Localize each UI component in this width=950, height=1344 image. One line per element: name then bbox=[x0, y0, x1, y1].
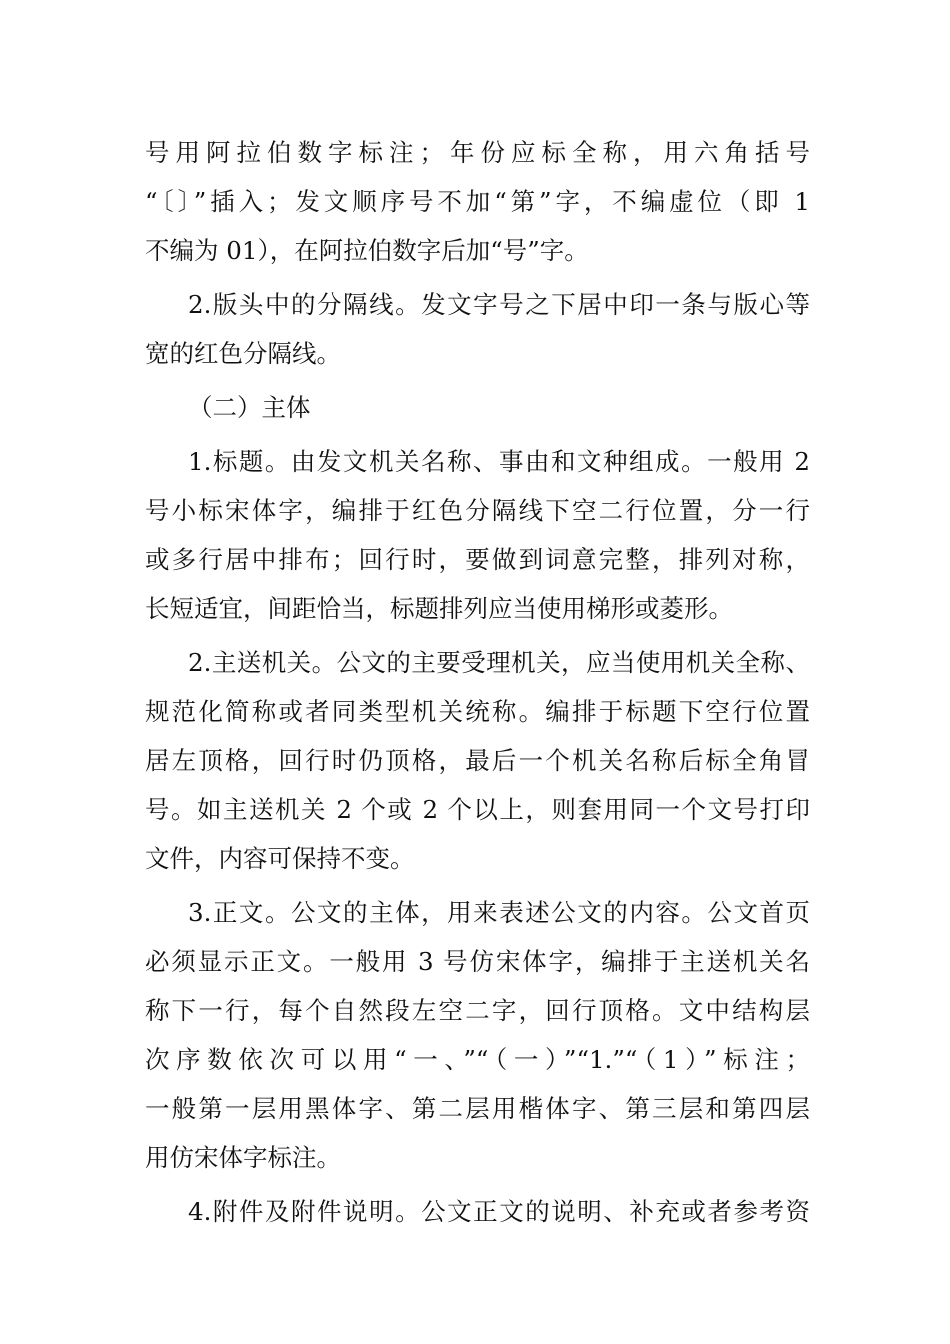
paragraph-doc-number-rules bbox=[145, 128, 810, 275]
text-line: 或多行居中排布；回行时，要做到词意完整，排列对称， bbox=[145, 545, 810, 574]
text-line: 号小标宋体字，编排于红色分隔线下空二行位置，分一行 bbox=[145, 496, 810, 525]
text-line: 规范化简称或者同类型机关统称。编排于标题下空行位置 bbox=[145, 697, 810, 726]
text-line: 次序数依次可以用“一、”“（一）”“1.”“（1）”标注； bbox=[145, 1045, 810, 1074]
paragraph-main-text bbox=[145, 888, 810, 1182]
text-line: 称下一行，每个自然段左空二字，回行顶格。文中结构层 bbox=[145, 996, 810, 1025]
text-line: 文件，内容可保持不变。 bbox=[145, 844, 415, 873]
heading-text: （二）主体 bbox=[188, 393, 311, 422]
paragraph-separator-line bbox=[145, 280, 810, 378]
text-line: 一般第一层用黑体字、第二层用楷体字、第三层和第四层 bbox=[145, 1094, 810, 1123]
paragraph-recipient bbox=[145, 638, 810, 883]
text-line: 长短适宜，间距恰当，标题排列应当使用梯形或菱形。 bbox=[145, 594, 733, 623]
text-line: 1.标题。由发文机关名称、事由和文种组成。一般用 2 bbox=[188, 447, 810, 476]
text-line: 2.主送机关。公文的主要受理机关，应当使用机关全称、 bbox=[188, 648, 810, 677]
text-line: 居左顶格，回行时仍顶格，最后一个机关名称后标全角冒 bbox=[145, 746, 810, 775]
section-heading-main-body bbox=[145, 383, 810, 432]
paragraph-attachments bbox=[145, 1187, 810, 1236]
document-body bbox=[145, 128, 810, 1241]
text-line: 必须显示正文。一般用 3 号仿宋体字，编排于主送机关名 bbox=[145, 947, 810, 976]
text-line: “〔〕”插入；发文顺序号不加“第”字，不编虚位（即 1 bbox=[145, 187, 810, 216]
text-line: 4.附件及附件说明。公文正文的说明、补充或者参考资 bbox=[188, 1197, 810, 1226]
text-line: 不编为 01），在阿拉伯数字后加“号”字。 bbox=[145, 236, 589, 265]
text-line: 2.版头中的分隔线。发文字号之下居中印一条与版心等 bbox=[188, 290, 810, 319]
text-line: 号。如主送机关 2 个或 2 个以上，则套用同一个文号打印 bbox=[145, 795, 810, 824]
text-line: 用仿宋体字标注。 bbox=[145, 1143, 341, 1172]
text-line: 号用阿拉伯数字标注；年份应标全称，用六角括号 bbox=[145, 138, 810, 167]
text-line: 3.正文。公文的主体，用来表述公文的内容。公文首页 bbox=[188, 898, 810, 927]
paragraph-title bbox=[145, 437, 810, 633]
text-line: 宽的红色分隔线。 bbox=[145, 339, 341, 368]
